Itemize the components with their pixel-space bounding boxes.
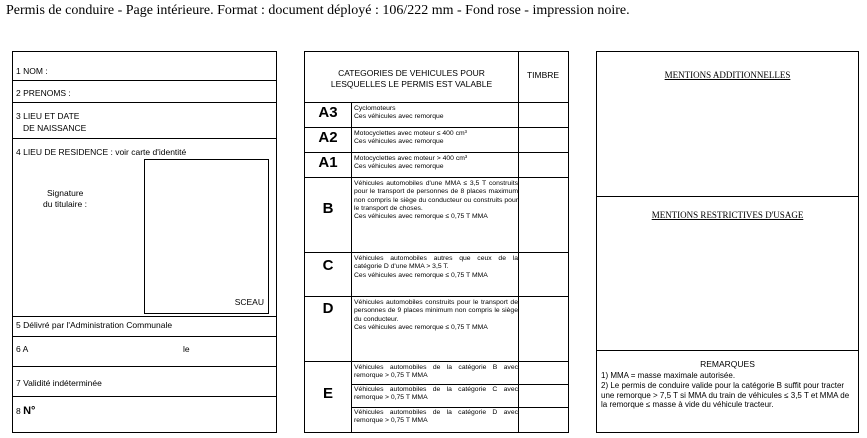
mentions-panel	[596, 51, 859, 433]
photo-box	[144, 159, 269, 314]
divider	[305, 296, 568, 297]
field-delivre: 5 Délivré par l'Administration Communale	[16, 320, 173, 330]
divider	[13, 316, 276, 317]
category-a1: A1	[318, 154, 338, 171]
sceau-label: SCEAU	[234, 297, 264, 307]
field-validite: 7 Validité indéterminée	[16, 378, 102, 388]
category-c-desc: Véhicules automobiles autres que ceux de la catégorie D d'une MMA > 3,5 T. Ces véhicules avec remorque ≤ 0,75 T MMA	[354, 255, 518, 279]
field-a: 6 A	[16, 344, 29, 354]
signature-label-2: du titulaire :	[43, 199, 87, 209]
divider	[351, 407, 568, 408]
category-b-desc: Véhicules automobiles d'une MMA ≤ 3,5 T construits pour le transport de personnes de 8 places maximum non compris le siège du conducteur ou construits pour le transport de choses. Ces véhicules avec remorque ≤ 0,75 T MMA	[354, 180, 518, 221]
category-b: B	[322, 200, 334, 217]
field-numero	[16, 405, 35, 418]
category-d: D	[322, 300, 334, 317]
category-d-desc: Véhicules automobiles construits pour le transport de personnes de 9 places minimum non compris le siège du conducteur. Ces véhicules avec remorque ≤ 0,75 T MMA	[354, 299, 518, 331]
divider	[305, 252, 568, 253]
divider	[13, 336, 276, 337]
identity-panel	[12, 51, 277, 433]
timbre-label: TIMBRE	[526, 70, 560, 80]
divider	[13, 102, 276, 103]
category-c: C	[322, 257, 334, 274]
field-nom: 1 NOM :	[16, 66, 48, 76]
divider	[305, 152, 568, 153]
divider	[305, 361, 568, 362]
remark-2: 2) Le permis de conduire valide pour la catégorie B suffit pour tracter une remorque > 7,5 T si MMA du train de véhicules ≤ 3,5 T et MMA de la remorque ≤ masse à vide du véhicule tracteur.	[601, 381, 850, 409]
divider	[13, 396, 276, 397]
category-a2: A2	[318, 129, 338, 146]
category-a3-desc: Cyclomoteurs Ces véhicules avec remorque	[354, 105, 444, 121]
categories-panel	[304, 51, 569, 433]
category-a3: A3	[318, 104, 338, 121]
divider	[351, 384, 568, 385]
divider	[597, 350, 858, 351]
category-e-desc-3: Véhicules automobiles de la catégorie D avec remorque > 0,75 T MMA	[354, 409, 518, 425]
divider	[597, 196, 858, 197]
remark-1: 1) MMA = masse maximale autorisée.	[601, 371, 736, 380]
divider	[305, 177, 568, 178]
divider	[13, 138, 276, 139]
category-e: E	[322, 385, 333, 402]
field-le: le	[183, 344, 190, 354]
divider	[13, 366, 276, 367]
field-residence: 4 LIEU DE RESIDENCE : voir carte d'identité	[16, 147, 187, 157]
numero-prefix: 8	[16, 406, 21, 416]
category-a1-desc: Motocyclettes avec moteur > 400 cm³ Ces véhicules avec remorque	[354, 155, 468, 171]
numero-label: N°	[23, 405, 36, 417]
signature-label-1: Signature	[47, 188, 84, 198]
field-prenoms: 2 PRENOMS :	[16, 88, 71, 98]
timbre-divider	[518, 52, 519, 432]
categories-title: CATEGORIES DE VEHICULES POUR LESQUELLES LE PERMIS EST VALABLE	[330, 68, 493, 89]
divider	[13, 80, 276, 81]
divider	[305, 127, 568, 128]
category-e-desc-2: Véhicules automobiles de la catégorie C avec remorque > 0,75 T MMA	[354, 386, 518, 402]
remarques-heading: REMARQUES	[700, 359, 755, 369]
field-lieu-date-1: 3 LIEU ET DATE	[16, 111, 80, 121]
category-e-desc-1: Véhicules automobiles de la catégorie B avec remorque > 0,75 T MMA	[354, 364, 518, 380]
field-lieu-date-2: DE NAISSANCE	[23, 123, 87, 133]
divider	[305, 102, 568, 103]
category-a2-desc: Motocyclettes avec moteur ≤ 400 cm³ Ces véhicules avec remorque	[354, 130, 467, 146]
mentions-restrictives-heading: MENTIONS RESTRICTIVES D'USAGE	[651, 210, 804, 220]
page-header: Permis de conduire - Page intérieure. Format : document déployé : 106/222 mm - Fond rose - impression noire.	[6, 3, 630, 18]
mentions-additionnelles-heading: MENTIONS ADDITIONNELLES	[664, 70, 791, 80]
